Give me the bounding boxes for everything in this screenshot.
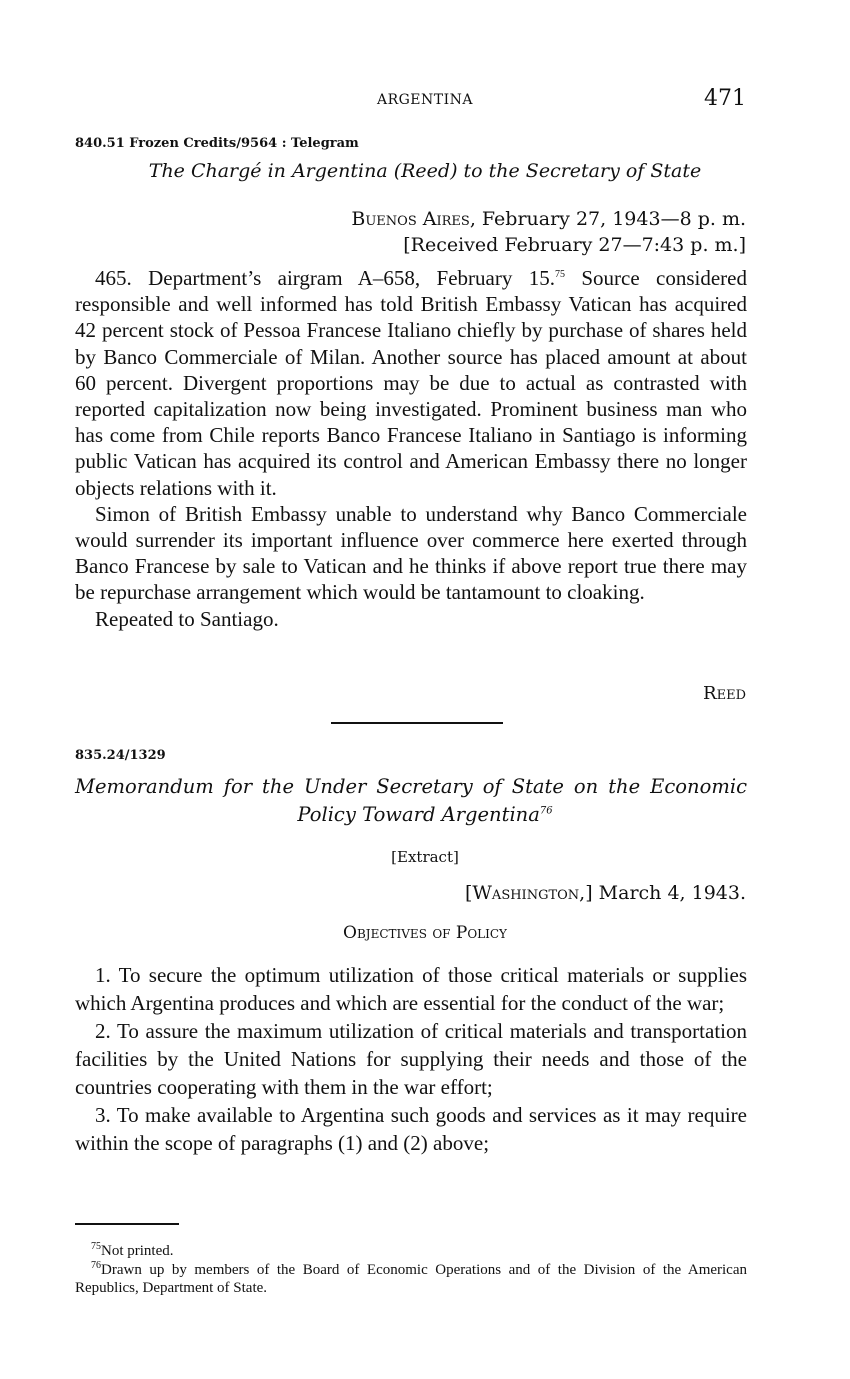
memo-title-line-2: Policy Toward Argentina$^{76}$ xyxy=(297,803,553,826)
footnote-76: $^{76}$Drawn up by members of the Board of Economic Operations and of the Division of the American Republics, Department of State. xyxy=(75,1260,747,1296)
running-head: ARGENTINA xyxy=(376,92,474,108)
file-number-2: 835.24/1329 xyxy=(75,748,166,763)
dateline-date: February 27, 1943—8 p. m. xyxy=(481,208,746,230)
signature: Reed xyxy=(703,683,746,704)
telegram-body xyxy=(75,262,747,632)
paragraph-2: Simon of British Embassy unable to understand why Banco Commerciale would surrender its important influence over commerce here exerted through Banco Francese by sale to Vatican and he thinks if above report true there may be repurchase arrangement which would be tantamount to cloaking. xyxy=(75,501,747,605)
objective-item: 1. To secure the optimum utilization of those critical materials or supplies which Argentina produces and which are essential for the conduct of the war; xyxy=(75,963,747,1015)
dateline-2: [Washington,] March 4, 1943. xyxy=(464,882,746,904)
objectives-list xyxy=(75,961,747,1157)
section-heading: Objectives of Policy xyxy=(343,923,507,943)
footnote-rule xyxy=(75,1223,179,1225)
section-divider xyxy=(331,722,503,724)
memo-title-line-1: Memorandum for the Under Secretary of State on the Economic xyxy=(75,775,747,798)
objective-item: 3. To make available to Argentina such goods and services as it may require within the scope of paragraphs (1) and (2) above; xyxy=(75,1103,747,1155)
paragraph-1: 465. Department’s airgram A–658, February 15.75 Source considered responsible and well informed has told British Embassy Vatican has acquired 42 percent stock of Pessoa Francese Italiano chiefly by purchase of shares held by Banco Commerciale of Milan. Another source has placed amount at about 60 percent. Divergent proportions may be due to actual as contrasted with reported capitalization now being investigated. Prominent business man who has come from Chile reports Banco Francese Italiano in Santiago is informing public Vatican has acquired its control and American Embassy there no longer objects relations with it. xyxy=(75,266,747,500)
page-number: 471 xyxy=(704,86,746,111)
received-line: [Received February 27—7:43 p. m.] xyxy=(403,234,746,256)
dateline-1 xyxy=(351,208,746,230)
paragraph-3: Repeated to Santiago. xyxy=(95,606,279,631)
dateline-place: Buenos Aires, xyxy=(351,208,476,230)
footnote-ref-75: 75 xyxy=(554,269,565,280)
file-number-1: 840.51 Frozen Credits/9564 : Telegram xyxy=(75,136,359,151)
footnote-75: $^{75}$Not printed. xyxy=(91,1241,174,1259)
footnote-ref-76: 76 xyxy=(539,805,553,817)
extract-label: [Extract] xyxy=(391,848,459,866)
objective-item: 2. To assure the maximum utilization of critical materials and transportation facilities by the United Nations for supplying their needs and those of the countries cooperating with them in the war effort; xyxy=(75,1019,747,1099)
document-title-1: The Chargé in Argentina (Reed) to the Secretary of State xyxy=(148,160,702,182)
